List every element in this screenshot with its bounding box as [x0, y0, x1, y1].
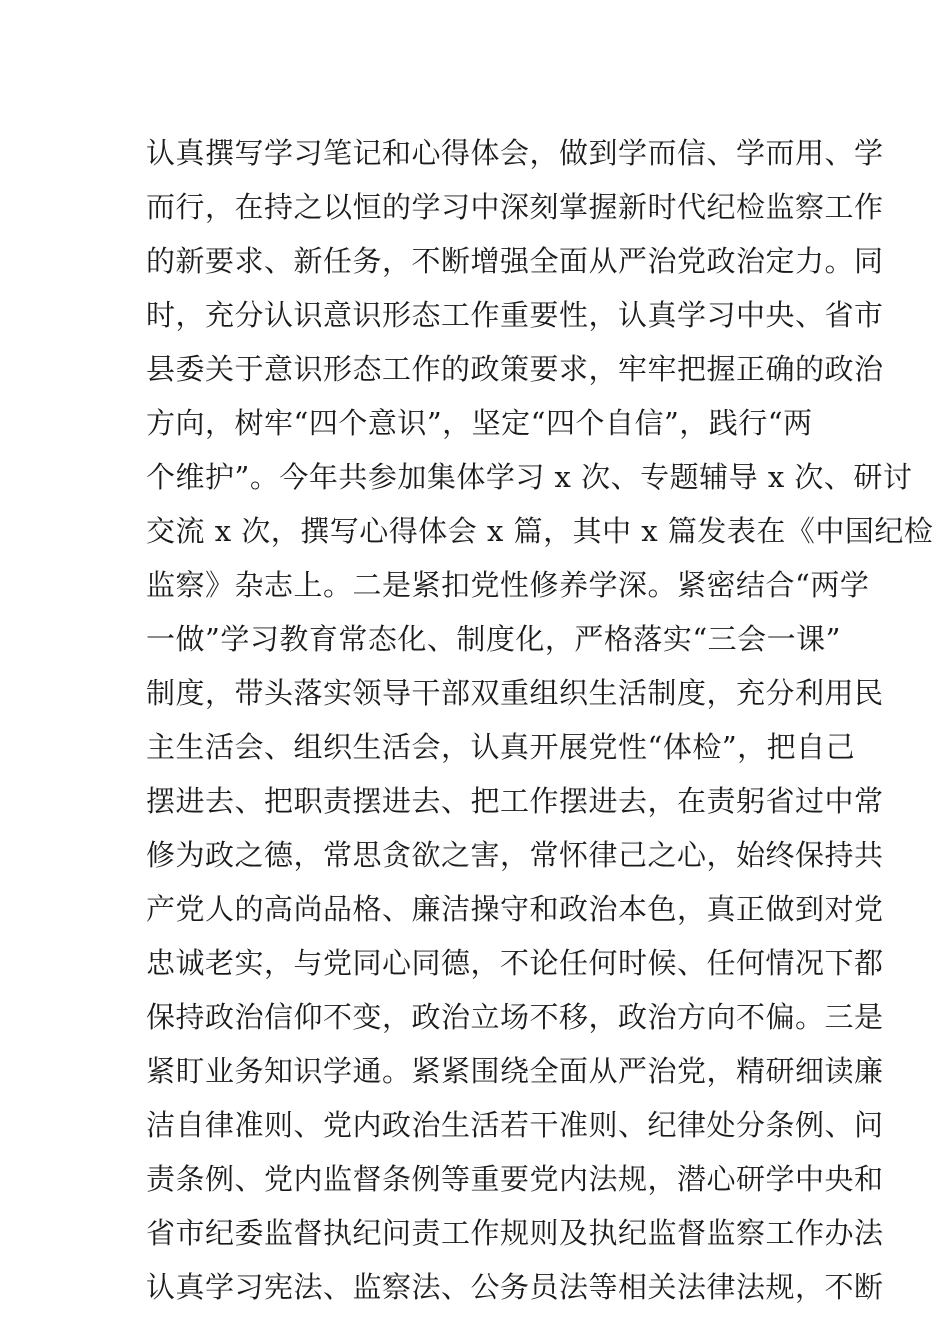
body-text [146, 126, 934, 1314]
text-line: 责条例、党内监督条例等重要党内法规，潜心研学中央和 [146, 1162, 884, 1196]
text-line: 主生活会、组织生活会，认真开展党性“体检”，把自己 [146, 730, 856, 764]
text-line: 方向，树牢“四个意识”，坚定“四个自信”，践行“两 [146, 406, 813, 440]
text-line: 产党人的高尚品格、廉洁操守和政治本色，真正做到对党 [146, 892, 884, 926]
text-line: 省市纪委监督执纪问责工作规则及执纪监督监察工作办法 [146, 1216, 884, 1250]
text-line: 个维护”。今年共参加集体学习 x 次、专题辅导 x 次、研讨 [146, 460, 913, 494]
text-line: 洁自律准则、党内政治生活若干准则、纪律处分条例、问 [146, 1108, 884, 1142]
text-line: 忠诚老实，与党同心同德，不论任何时候、任何情况下都 [146, 946, 884, 980]
text-line: 时，充分认识意识形态工作重要性，认真学习中央、省市 [146, 298, 884, 332]
text-line: 摆进去、把职责摆进去、把工作摆进去，在责躬省过中常 [146, 784, 884, 818]
text-line: 紧盯业务知识学通。紧紧围绕全面从严治党，精研细读廉 [146, 1054, 884, 1088]
text-line: 认真学习宪法、监察法、公务员法等相关法律法规，不断 [146, 1270, 884, 1304]
text-line: 制度，带头落实领导干部双重组织生活制度，充分利用民 [146, 676, 884, 710]
text-line: 交流 x 次，撰写心得体会 x 篇，其中 x 篇发表在《中国纪检 [146, 514, 934, 548]
text-line: 认真撰写学习笔记和心得体会，做到学而信、学而用、学 [146, 136, 884, 170]
text-line: 修为政之德，常思贪欲之害，常怀律己之心，始终保持共 [146, 838, 884, 872]
text-line: 保持政治信仰不变，政治立场不移，政治方向不偏。三是 [146, 1000, 884, 1034]
text-line: 县委关于意识形态工作的政策要求，牢牢把握正确的政治 [146, 352, 884, 386]
text-line: 一做”学习教育常态化、制度化，严格落实“三会一课” [146, 622, 841, 656]
text-line: 而行，在持之以恒的学习中深刻掌握新时代纪检监察工作 [146, 190, 884, 224]
text-line: 的新要求、新任务，不断增强全面从严治党政治定力。同 [146, 244, 884, 278]
text-line: 监察》杂志上。二是紧扣党性修养学深。紧密结合“两学 [146, 568, 870, 602]
